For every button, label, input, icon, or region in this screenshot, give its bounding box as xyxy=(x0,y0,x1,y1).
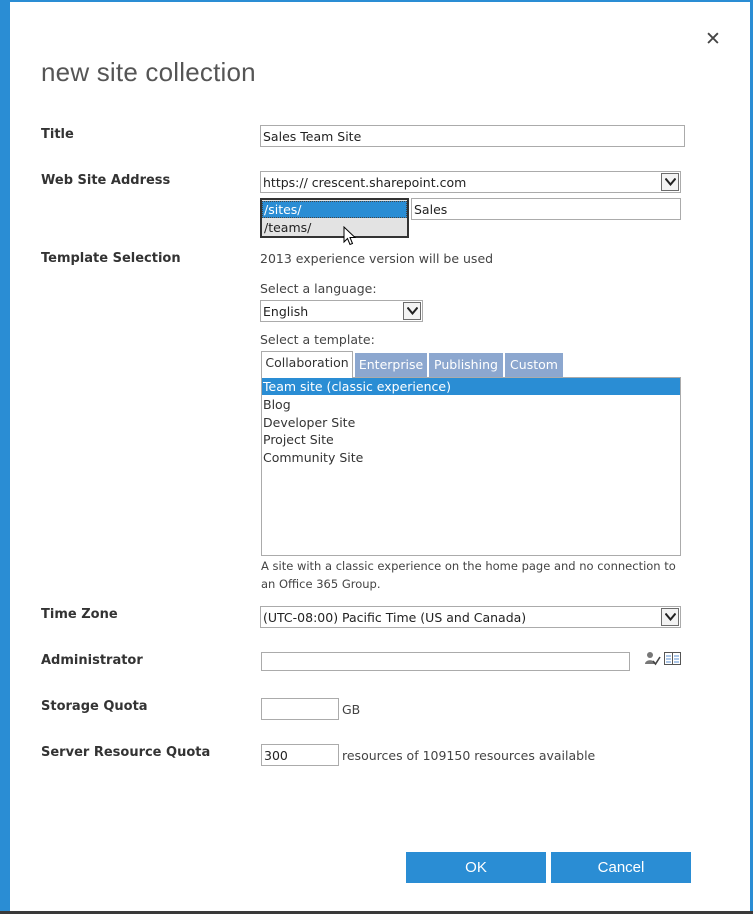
path-option-teams[interactable]: /teams/ xyxy=(264,220,312,235)
tab-publishing[interactable]: Publishing xyxy=(429,353,503,377)
close-icon[interactable]: ✕ xyxy=(705,28,721,50)
domain-select-value: https:// crescent.sharepoint.com xyxy=(263,175,467,190)
tab-custom[interactable]: Custom xyxy=(505,353,563,377)
server-resource-quota-input[interactable]: 300 xyxy=(261,744,339,766)
ok-button[interactable]: OK xyxy=(406,852,546,883)
template-item-community-site[interactable]: Community Site xyxy=(263,450,364,465)
tab-collaboration[interactable]: Collaboration xyxy=(261,351,353,378)
web-address-label: Web Site Address xyxy=(41,173,171,188)
language-select-value: English xyxy=(263,304,309,319)
dropdown-arrow-icon[interactable] xyxy=(661,173,679,191)
storage-quota-unit: GB xyxy=(342,702,361,717)
site-name-input[interactable]: Sales xyxy=(411,198,681,220)
title-input[interactable]: Sales Team Site xyxy=(260,125,685,147)
template-item-project-site[interactable]: Project Site xyxy=(263,432,334,447)
cancel-button[interactable]: Cancel xyxy=(551,852,691,883)
tab-enterprise[interactable]: Enterprise xyxy=(355,353,427,377)
window-top-edge xyxy=(0,0,753,2)
title-label: Title xyxy=(41,127,74,142)
template-description: A site with a classic experience on the home page and no connection to an Office 365 Group. xyxy=(261,559,676,591)
version-note: 2013 experience version will be used xyxy=(260,251,494,266)
template-selection-label: Template Selection xyxy=(41,251,181,266)
administrator-input[interactable] xyxy=(261,652,630,671)
dialog-title: new site collection xyxy=(41,57,256,87)
dropdown-arrow-icon[interactable] xyxy=(661,608,679,626)
template-list[interactable] xyxy=(261,377,681,556)
language-label: Select a language: xyxy=(260,281,377,296)
check-names-icon[interactable] xyxy=(645,651,661,667)
dropdown-arrow-icon[interactable] xyxy=(403,302,421,320)
path-option-sites[interactable]: /sites/ xyxy=(262,201,407,218)
time-zone-value: (UTC-08:00) Pacific Time (US and Canada) xyxy=(263,610,527,625)
storage-quota-label: Storage Quota xyxy=(41,699,148,714)
server-resource-quota-label: Server Resource Quota xyxy=(41,745,211,760)
window-left-edge xyxy=(0,0,10,914)
time-zone-select[interactable] xyxy=(260,606,681,628)
administrator-label: Administrator xyxy=(41,653,143,668)
address-book-icon[interactable] xyxy=(664,652,681,666)
domain-select[interactable] xyxy=(260,171,681,193)
server-resource-quota-suffix: resources of 109150 resources available xyxy=(342,748,596,763)
template-label: Select a template: xyxy=(260,332,375,347)
time-zone-label: Time Zone xyxy=(41,607,118,622)
language-select[interactable] xyxy=(260,300,423,322)
template-item-developer-site[interactable]: Developer Site xyxy=(263,415,356,430)
template-item-blog[interactable]: Blog xyxy=(263,397,291,412)
path-dropdown-list[interactable] xyxy=(260,198,409,238)
storage-quota-input[interactable] xyxy=(261,698,339,720)
template-item-team-site[interactable]: Team site (classic experience) xyxy=(262,378,680,395)
mouse-cursor-icon xyxy=(343,226,356,246)
